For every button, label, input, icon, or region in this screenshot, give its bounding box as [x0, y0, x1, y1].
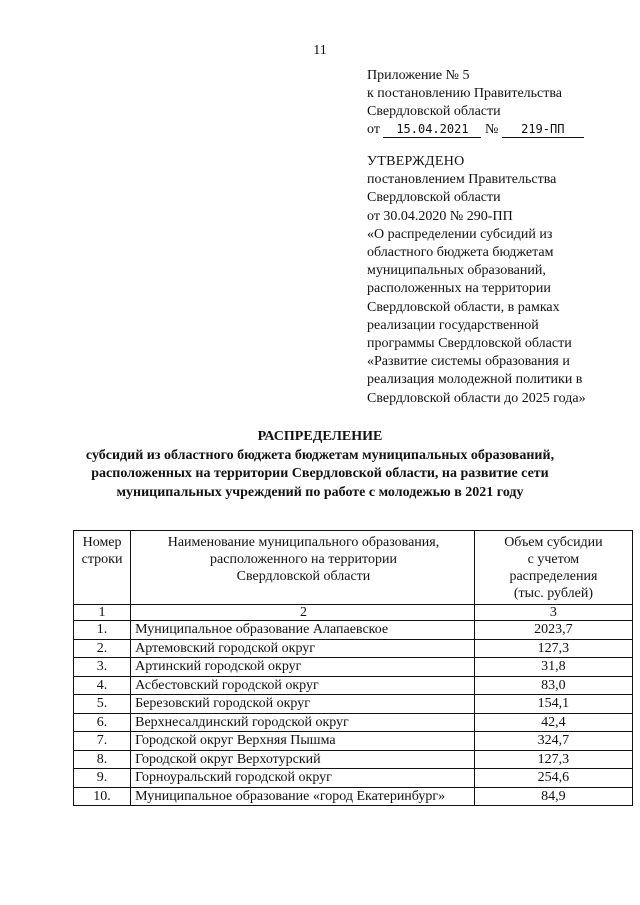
- title-line: расположенных на территории Свердловской области, на развитие сети: [91, 466, 549, 482]
- approved-line: «О распределении субсидий из: [367, 226, 553, 242]
- approved-line: реализации государственной: [367, 317, 539, 333]
- row-number: 10.: [74, 787, 131, 806]
- subsidy-amount: 84,9: [474, 787, 632, 806]
- approved-line: Свердловской области до 2025 года»: [367, 390, 586, 406]
- municipality-name: Городской округ Верхняя Пышма: [131, 732, 475, 751]
- subsidy-table: [73, 530, 633, 806]
- municipality-name: Муниципальное образование Алапаевское: [131, 621, 475, 640]
- table-row: [74, 732, 633, 751]
- approved-line: программы Свердловской области: [367, 336, 572, 352]
- approved-line: областного бюджета бюджетам: [367, 245, 554, 261]
- row-number: 5.: [74, 695, 131, 714]
- municipality-name: Горноуральский городской округ: [131, 769, 475, 788]
- table-row: [74, 750, 633, 769]
- approved-line: расположенных на территории: [367, 281, 551, 297]
- approved-line: постановлением Правительства: [367, 172, 557, 188]
- approved-line: Свердловской области, в рамках: [367, 299, 560, 315]
- subsidy-amount: 127,3: [474, 750, 632, 769]
- appendix-line: к постановлению Правительства: [367, 86, 563, 101]
- row-number: 9.: [74, 769, 131, 788]
- municipality-name: Верхнесалдинский городской округ: [131, 713, 475, 732]
- row-number: 3.: [74, 658, 131, 677]
- title-line: муниципальных учреждений по работе с молодежью в 2021 году: [116, 484, 524, 500]
- header-subsidy-amount: Объем субсидии с учетом распределения (тыс. рублей): [474, 531, 632, 605]
- row-number: 4.: [74, 676, 131, 695]
- appendix-block: [367, 67, 584, 139]
- column-index: 3: [474, 605, 632, 621]
- approved-line: реализация молодежной политики в: [367, 372, 583, 388]
- header-row-number: Номер строки: [74, 531, 131, 605]
- table-header-row: [74, 531, 633, 605]
- municipality-name: Городской округ Верхотурский: [131, 750, 475, 769]
- subsidy-amount: 154,1: [474, 695, 632, 714]
- table-row: [74, 639, 633, 658]
- table-row: [74, 713, 633, 732]
- table-row: [74, 769, 633, 788]
- title-heading: РАСПРЕДЕЛЕНИЕ: [257, 429, 383, 444]
- table-row: [74, 787, 633, 806]
- municipality-name: Артемовский городской округ: [131, 639, 475, 658]
- page-number: 11: [313, 43, 327, 58]
- subsidy-amount: 127,3: [474, 639, 632, 658]
- subsidy-amount: 42,4: [474, 713, 632, 732]
- subsidy-amount: 254,6: [474, 769, 632, 788]
- resolution-date-field: 15.04.2021: [383, 122, 481, 138]
- column-index: 1: [74, 605, 131, 621]
- approved-line: муниципальных образований,: [367, 263, 546, 279]
- subsidy-amount: 83,0: [474, 676, 632, 695]
- approved-block: [367, 153, 617, 408]
- appendix-line: Приложение № 5: [367, 68, 470, 83]
- municipality-name: Муниципальное образование «город Екатеринбург»: [131, 787, 475, 806]
- table-row: [74, 658, 633, 677]
- row-number: 8.: [74, 750, 131, 769]
- appendix-line: Свердловской области: [367, 104, 501, 119]
- approved-title: УТВЕРЖДЕНО: [367, 154, 465, 169]
- municipality-name: Березовский городской округ: [131, 695, 475, 714]
- title-line: субсидий из областного бюджета бюджетам муниципальных образований,: [85, 447, 555, 463]
- date-prefix: от: [367, 122, 380, 137]
- table-row: [74, 695, 633, 714]
- document-title: [0, 428, 640, 502]
- municipality-name: Асбестовский городской округ: [131, 676, 475, 695]
- table-row: [74, 676, 633, 695]
- column-index: 2: [131, 605, 475, 621]
- column-index-row: [74, 605, 633, 621]
- approved-line: «Развитие системы образования и: [367, 354, 570, 370]
- subsidy-amount: 31,8: [474, 658, 632, 677]
- row-number: 2.: [74, 639, 131, 658]
- municipality-name: Артинский городской округ: [131, 658, 475, 677]
- subsidy-amount: 324,7: [474, 732, 632, 751]
- row-number: 1.: [74, 621, 131, 640]
- row-number: 7.: [74, 732, 131, 751]
- row-number: 6.: [74, 713, 131, 732]
- table-row: [74, 621, 633, 640]
- header-municipality-name: Наименование муниципального образования, расположенного на территории Свердловской области: [131, 531, 475, 605]
- approved-line: Свердловской области: [367, 190, 501, 206]
- number-prefix: №: [484, 122, 499, 137]
- approved-line: от 30.04.2020 № 290-ПП: [367, 208, 513, 224]
- resolution-number-field: 219-ПП: [502, 122, 584, 138]
- subsidy-amount: 2023,7: [474, 621, 632, 640]
- appendix-date-line: [367, 121, 584, 139]
